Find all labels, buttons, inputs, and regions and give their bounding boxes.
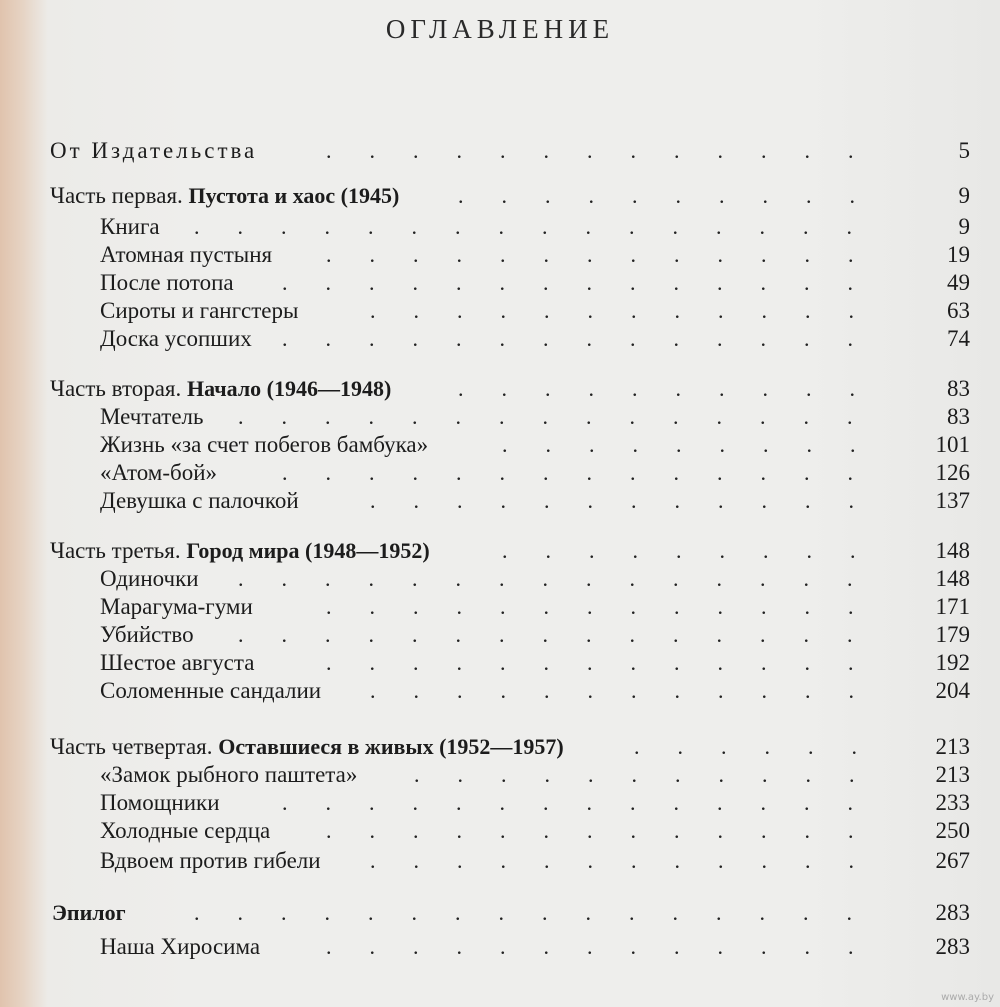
toc-page-number: 148 [935, 566, 970, 591]
toc-page-number: 192 [935, 650, 970, 675]
toc-chapter [0, 592, 1000, 622]
dot-leader: ...... [634, 734, 895, 759]
toc-chapter [0, 402, 1000, 432]
toc-entry-label: Мечтатель [100, 404, 204, 429]
dot-leader: ............... [238, 566, 891, 591]
page-title: ОГЛАВЛЕНИЕ [385, 14, 615, 44]
dot-leader: ............ [370, 678, 892, 703]
toc-entry-label: Жизнь «за счет побегов бамбука» [100, 432, 429, 457]
dot-leader: ............. [326, 818, 892, 843]
toc-entry-label: После потопа [100, 270, 234, 295]
toc-page-number: 283 [935, 900, 970, 925]
part-lead: Часть четвертая. [50, 734, 213, 759]
dot-leader: ............. [326, 138, 892, 163]
dot-leader: ......... [502, 432, 894, 457]
epilogue-title: Эпилог [52, 900, 126, 925]
toc-epilogue [0, 898, 1000, 928]
dot-leader: .......... [458, 183, 893, 208]
toc-chapter [0, 458, 1000, 488]
toc-entry-label: «Атом-бой» [100, 460, 217, 485]
toc-entry-label: Доска усопших [100, 326, 252, 351]
toc-entry-label: Одиночки [100, 566, 199, 591]
toc-page-number: 83 [947, 404, 970, 429]
watermark: www.ay.by [941, 992, 994, 1003]
dot-leader: .............. [282, 326, 891, 351]
toc-page-number: 148 [935, 538, 970, 563]
dot-leader: .............. [282, 270, 891, 295]
dot-leader: .......... [458, 376, 893, 401]
dot-leader: ............... [238, 404, 891, 429]
dot-leader: ........... [414, 762, 893, 787]
toc-page-number: 9 [958, 183, 970, 208]
dot-leader: .............. [282, 460, 891, 485]
toc-entry-publisher [0, 136, 1000, 166]
toc-chapter [0, 648, 1000, 678]
toc-page-number: 19 [947, 242, 970, 267]
toc-entry-label: От Издательства [50, 138, 258, 163]
toc-entry-label: Сироты и гангстеры [100, 298, 299, 323]
dot-leader: ......... [502, 538, 894, 563]
toc-page-number: 204 [935, 678, 970, 703]
toc-entry-label: Девушка с палочкой [100, 488, 299, 513]
dot-leader: ................ [194, 214, 890, 239]
toc-page-number: 267 [935, 848, 970, 873]
toc-entry-label: Атомная пустыня [100, 242, 273, 267]
toc-chapter [0, 816, 1000, 846]
toc-chapter [0, 268, 1000, 298]
dot-leader: ............. [326, 242, 892, 267]
toc-part-3 [0, 536, 1000, 566]
toc-entry-label: Шестое августа [100, 650, 255, 675]
toc-part-1 [0, 181, 1000, 211]
toc-page-number: 250 [935, 818, 970, 843]
toc-chapter [0, 846, 1000, 876]
part-lead: Часть первая. [50, 183, 183, 208]
toc-entry-label: Помощники [100, 790, 220, 815]
toc-chapter [0, 240, 1000, 270]
toc-page-number: 213 [935, 762, 970, 787]
toc-chapter [0, 212, 1000, 242]
toc-page-number: 9 [958, 214, 970, 239]
dot-leader: ............ [370, 298, 892, 323]
dot-leader: ............ [370, 848, 892, 873]
toc-chapter [0, 324, 1000, 354]
toc-entry-label: Книга [100, 214, 160, 239]
toc-page-number: 101 [935, 432, 970, 457]
part-title: Начало (1946—1948) [186, 376, 392, 401]
part-lead: Часть третья. [50, 538, 181, 563]
dot-leader: ............. [326, 650, 892, 675]
dot-leader: ............ [370, 488, 892, 513]
toc-page-number: 5 [958, 138, 970, 163]
dot-leader: ............. [326, 594, 892, 619]
toc-entry-label: «Замок рыбного паштета» [100, 762, 358, 787]
part-title: Город мира (1948—1952) [186, 538, 430, 563]
toc-page-number: 137 [935, 488, 970, 513]
part-title: Пустота и хаос (1945) [188, 183, 400, 208]
toc-page-number: 83 [947, 376, 970, 401]
toc-page-number: 233 [935, 790, 970, 815]
toc-entry-label: Соломенные сандалии [100, 678, 322, 703]
toc-chapter [0, 788, 1000, 818]
toc-chapter [0, 620, 1000, 650]
toc-entry-label: Холодные сердца [100, 818, 271, 843]
toc-page-number: 179 [935, 622, 970, 647]
toc-chapter [0, 430, 1000, 460]
toc-page-number: 63 [947, 298, 970, 323]
toc-page-number: 213 [935, 734, 970, 759]
dot-leader: .............. [282, 790, 891, 815]
toc-part-4 [0, 732, 1000, 762]
dot-leader: ............... [238, 622, 891, 647]
dot-leader: ................ [194, 900, 890, 925]
toc-chapter [0, 564, 1000, 594]
toc-chapter [0, 486, 1000, 516]
toc-page-number: 126 [935, 460, 970, 485]
part-lead: Часть вторая. [50, 376, 182, 401]
toc-page-number: 171 [935, 594, 970, 619]
toc-entry-label: Наша Хиросима [100, 934, 261, 959]
toc-page-number: 49 [947, 270, 970, 295]
toc-entry-label: Вдвоем против гибели [100, 848, 321, 873]
part-title: Оставшиеся в живых (1952—1957) [218, 734, 564, 759]
toc-entry-label: Убийство [100, 622, 194, 647]
toc-page-number: 283 [935, 934, 970, 959]
toc-chapter [0, 760, 1000, 790]
toc-chapter [0, 932, 1000, 962]
toc-entry-label: Марагума-гуми [100, 594, 253, 619]
dot-leader: ............. [326, 934, 892, 959]
toc-page-number: 74 [947, 326, 970, 351]
toc-part-2 [0, 374, 1000, 404]
toc-chapter [0, 296, 1000, 326]
toc-chapter [0, 676, 1000, 706]
